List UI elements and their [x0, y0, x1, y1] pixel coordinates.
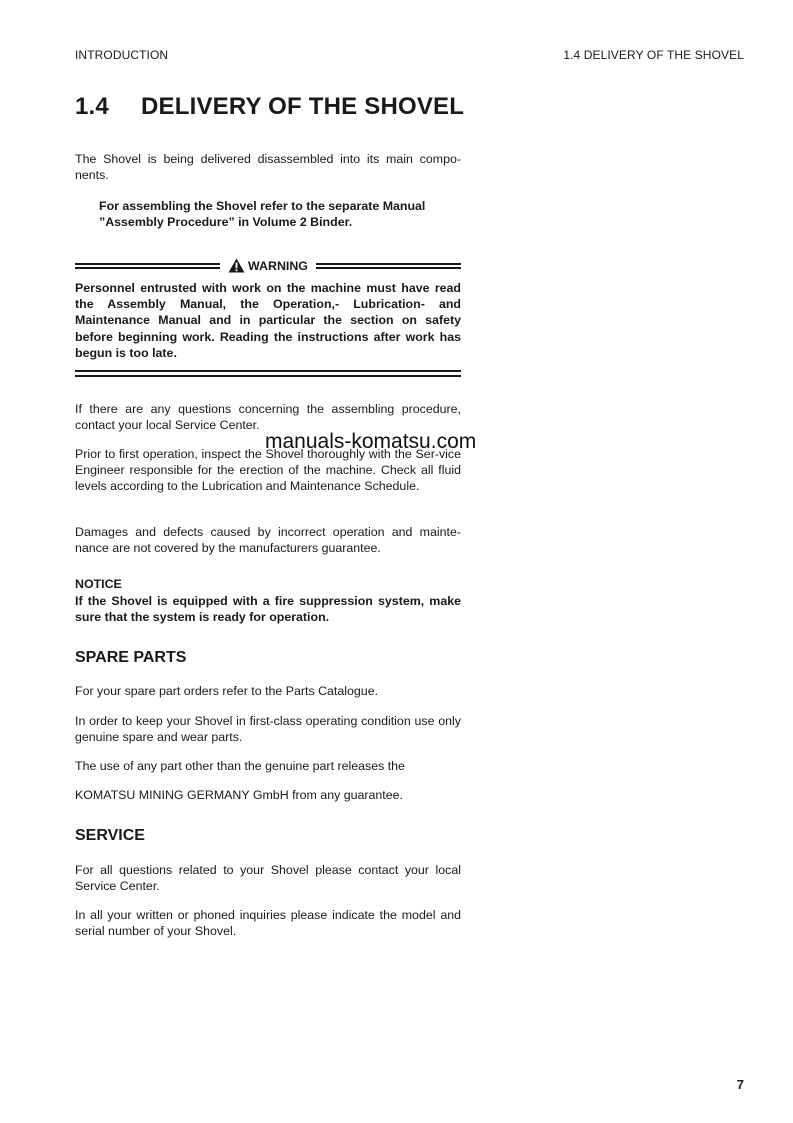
warning-divider-bottom — [75, 375, 461, 377]
warning-header — [75, 257, 461, 275]
warning-divider-top — [75, 370, 461, 372]
header-section-label: INTRODUCTION — [75, 48, 169, 62]
watermark: manuals-komatsu.com — [265, 430, 477, 453]
questions-text: If there are any questions concerning the assembling procedure, contact your local Service Center. — [75, 402, 461, 433]
guarantee-text: Damages and defects caused by incorrect operation and mainte-nance are not covered by the manufacturers guarantee. — [75, 525, 461, 556]
notice-text: If the Shovel is equipped with a fire suppression system, make sure that the system is ready for operation. — [75, 594, 461, 625]
spare-parts-text-2: In order to keep your Shovel in first-class operating condition use only genuine spare and wear parts. — [75, 714, 461, 745]
service-text-1: For all questions related to your Shovel please contact your local Service Center. — [75, 863, 461, 894]
warning-triangle-icon — [228, 258, 245, 273]
intro-paragraph — [75, 151, 461, 183]
spare-parts-paragraph-3: The use of any part other than the genuine part releases the — [75, 759, 405, 773]
section-title: DELIVERY OF THE SHOVEL — [141, 93, 465, 120]
notice-label: NOTICE — [75, 577, 122, 591]
section-number: 1.4 — [75, 93, 109, 120]
page-number: 7 — [736, 1077, 744, 1092]
header-chapter-title: 1.4 DELIVERY OF THE SHOVEL — [563, 48, 744, 62]
warning-label — [220, 257, 316, 275]
intro-text: The Shovel is being delivered disassembled into its main compo-nents. — [75, 152, 461, 183]
spare-parts-paragraph-1: For your spare part orders refer to the Parts Catalogue. — [75, 684, 379, 698]
service-text-2: In all your written or phoned inquiries please indicate the model and serial number of your Shovel. — [75, 908, 461, 939]
assembly-note — [99, 198, 461, 230]
warning-text: Personnel entrusted with work on the machine must have read the Assembly Manual, the Operation,- Lubrication- and Maintenance Manual and in particular the section on safety before beginning work. Reading the instructions after work has begun is too late. — [75, 281, 461, 360]
warning-body — [75, 280, 461, 361]
inspection-text: Prior to first operation, inspect the Shovel thoroughly with the Ser-vice Engineer responsible for the erection of the machine. Check all fluid levels according to the Lubrication and Maintenance Schedule. — [75, 447, 461, 494]
assembly-note-text: For assembling the Shovel refer to the separate Manual ”Assembly Procedure” in Volume 2 Binder. — [99, 199, 426, 230]
service-paragraph-2 — [75, 907, 461, 939]
spare-parts-heading: SPARE PARTS — [75, 649, 187, 666]
spare-parts-paragraph-2 — [75, 713, 461, 745]
questions-paragraph — [75, 401, 461, 433]
spare-parts-paragraph-4: KOMATSU MINING GERMANY GmbH from any guarantee. — [75, 788, 403, 802]
service-heading: SERVICE — [75, 827, 145, 844]
guarantee-paragraph — [75, 524, 461, 556]
service-paragraph-1 — [75, 862, 461, 894]
warning-label-text: WARNING — [248, 259, 308, 273]
notice-body — [75, 593, 461, 625]
page-title — [75, 93, 464, 121]
